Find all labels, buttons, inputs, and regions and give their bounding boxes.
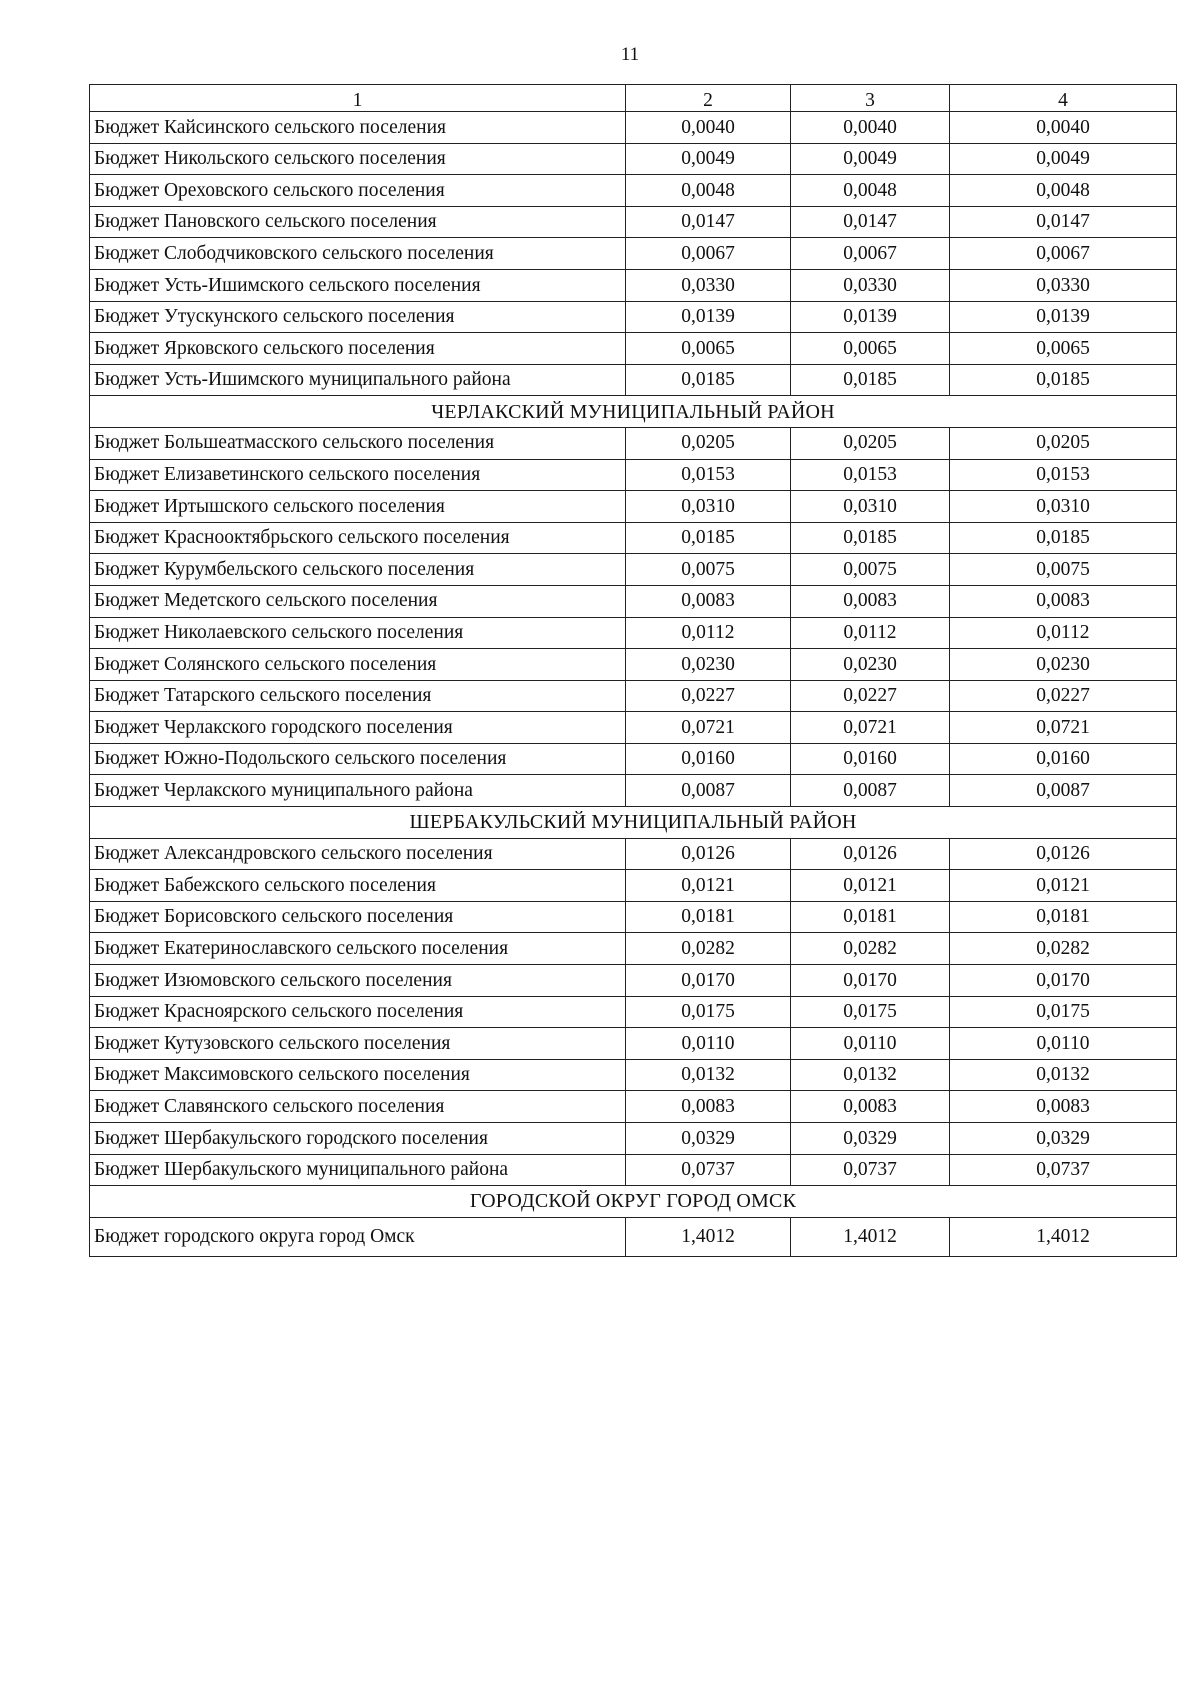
budget-name-cell: Бюджет Никольского сельского поселения xyxy=(90,143,626,175)
value-cell-col4: 0,0181 xyxy=(950,901,1177,933)
value-cell-col4: 0,0160 xyxy=(950,743,1177,775)
value-cell-col3: 0,0065 xyxy=(791,333,950,365)
table-row xyxy=(90,554,1177,586)
value-cell-col4: 0,0110 xyxy=(950,1028,1177,1060)
value-cell-col3: 0,0040 xyxy=(791,112,950,144)
budget-name-cell: Бюджет Шербакульского муниципального района xyxy=(90,1154,626,1186)
table-row xyxy=(90,112,1177,144)
value-cell-col2: 0,0230 xyxy=(626,649,791,681)
value-cell-col4: 0,0329 xyxy=(950,1123,1177,1155)
budget-name-cell: Бюджет городского округа город Омск xyxy=(90,1217,626,1256)
value-cell-col4: 0,0065 xyxy=(950,333,1177,365)
budget-name-cell: Бюджет Ярковского сельского поселения xyxy=(90,333,626,365)
column-header-4: 4 xyxy=(950,85,1177,112)
budget-name-cell: Бюджет Александровского сельского поселения xyxy=(90,838,626,870)
value-cell-col3: 0,0112 xyxy=(791,617,950,649)
budget-name-cell: Бюджет Ореховского сельского поселения xyxy=(90,175,626,207)
value-cell-col3: 0,0230 xyxy=(791,649,950,681)
budget-name-cell: Бюджет Максимовского сельского поселения xyxy=(90,1059,626,1091)
table-row xyxy=(90,680,1177,712)
table-row xyxy=(90,364,1177,396)
section-header-row xyxy=(90,396,1177,428)
budget-name-cell: Бюджет Кайсинского сельского поселения xyxy=(90,112,626,144)
value-cell-col2: 0,0185 xyxy=(626,522,791,554)
value-cell-col2: 0,0040 xyxy=(626,112,791,144)
value-cell-col2: 0,0160 xyxy=(626,743,791,775)
value-cell-col2: 0,0147 xyxy=(626,206,791,238)
table-row xyxy=(90,238,1177,270)
value-cell-col2: 0,0310 xyxy=(626,491,791,523)
page-number: 11 xyxy=(620,44,640,65)
table-row xyxy=(90,1059,1177,1091)
table-row xyxy=(90,459,1177,491)
value-cell-col2: 0,0737 xyxy=(626,1154,791,1186)
section-title: ГОРОДСКОЙ ОКРУГ ГОРОД ОМСК xyxy=(90,1186,1177,1218)
value-cell-col4: 0,0227 xyxy=(950,680,1177,712)
value-cell-col4: 0,0040 xyxy=(950,112,1177,144)
table-row xyxy=(90,870,1177,902)
column-header-3: 3 xyxy=(791,85,950,112)
value-cell-col3: 0,0181 xyxy=(791,901,950,933)
budget-name-cell: Бюджет Изюмовского сельского поселения xyxy=(90,965,626,997)
budget-share-table xyxy=(89,84,1177,1257)
budget-name-cell: Бюджет Шербакульского городского поселения xyxy=(90,1123,626,1155)
value-cell-col4: 0,0185 xyxy=(950,364,1177,396)
budget-name-cell: Бюджет Борисовского сельского поселения xyxy=(90,901,626,933)
value-cell-col2: 0,0185 xyxy=(626,364,791,396)
value-cell-col2: 0,0330 xyxy=(626,269,791,301)
table-row xyxy=(90,743,1177,775)
value-cell-col3: 0,0067 xyxy=(791,238,950,270)
budget-name-cell: Бюджет Курумбельского сельского поселения xyxy=(90,554,626,586)
table-row xyxy=(90,617,1177,649)
table-row xyxy=(90,901,1177,933)
table-row xyxy=(90,427,1177,459)
section-title: ЧЕРЛАКСКИЙ МУНИЦИПАЛЬНЫЙ РАЙОН xyxy=(90,396,1177,428)
table-row xyxy=(90,1154,1177,1186)
budget-name-cell: Бюджет Кутузовского сельского поселения xyxy=(90,1028,626,1060)
value-cell-col3: 0,0175 xyxy=(791,996,950,1028)
table-row xyxy=(90,649,1177,681)
value-cell-col2: 0,0227 xyxy=(626,680,791,712)
value-cell-col3: 0,0310 xyxy=(791,491,950,523)
value-cell-col3: 0,0139 xyxy=(791,301,950,333)
value-cell-col4: 0,0153 xyxy=(950,459,1177,491)
table-row xyxy=(90,1217,1177,1256)
table-row xyxy=(90,965,1177,997)
value-cell-col3: 0,0087 xyxy=(791,775,950,807)
value-cell-col2: 0,0121 xyxy=(626,870,791,902)
value-cell-col3: 0,0205 xyxy=(791,427,950,459)
value-cell-col4: 0,0049 xyxy=(950,143,1177,175)
value-cell-col2: 0,0282 xyxy=(626,933,791,965)
budget-name-cell: Бюджет Солянского сельского поселения xyxy=(90,649,626,681)
value-cell-col3: 0,0083 xyxy=(791,1091,950,1123)
table-row xyxy=(90,301,1177,333)
value-cell-col2: 0,0087 xyxy=(626,775,791,807)
value-cell-col3: 0,0132 xyxy=(791,1059,950,1091)
value-cell-col4: 0,0147 xyxy=(950,206,1177,238)
value-cell-col4: 0,0175 xyxy=(950,996,1177,1028)
value-cell-col4: 0,0310 xyxy=(950,491,1177,523)
value-cell-col3: 0,0126 xyxy=(791,838,950,870)
column-header-2: 2 xyxy=(626,85,791,112)
value-cell-col2: 0,0132 xyxy=(626,1059,791,1091)
value-cell-col4: 0,0205 xyxy=(950,427,1177,459)
value-cell-col3: 0,0160 xyxy=(791,743,950,775)
budget-name-cell: Бюджет Екатеринославского сельского поселения xyxy=(90,933,626,965)
value-cell-col4: 0,0087 xyxy=(950,775,1177,807)
value-cell-col2: 0,0721 xyxy=(626,712,791,744)
section-title: ШЕРБАКУЛЬСКИЙ МУНИЦИПАЛЬНЫЙ РАЙОН xyxy=(90,807,1177,839)
table-row xyxy=(90,933,1177,965)
value-cell-col4: 1,4012 xyxy=(950,1217,1177,1256)
value-cell-col2: 0,0126 xyxy=(626,838,791,870)
value-cell-col4: 0,0048 xyxy=(950,175,1177,207)
value-cell-col4: 0,0139 xyxy=(950,301,1177,333)
value-cell-col2: 0,0083 xyxy=(626,585,791,617)
value-cell-col4: 0,0067 xyxy=(950,238,1177,270)
table-row xyxy=(90,175,1177,207)
budget-name-cell: Бюджет Пановского сельского поселения xyxy=(90,206,626,238)
value-cell-col2: 0,0110 xyxy=(626,1028,791,1060)
value-cell-col2: 0,0048 xyxy=(626,175,791,207)
value-cell-col3: 0,0737 xyxy=(791,1154,950,1186)
table-row xyxy=(90,333,1177,365)
value-cell-col4: 0,0083 xyxy=(950,585,1177,617)
section-header-row xyxy=(90,807,1177,839)
value-cell-col3: 0,0185 xyxy=(791,364,950,396)
column-header-1: 1 xyxy=(90,85,626,112)
section-header-row xyxy=(90,1186,1177,1218)
value-cell-col2: 1,4012 xyxy=(626,1217,791,1256)
budget-name-cell: Бюджет Медетского сельского поселения xyxy=(90,585,626,617)
table-row xyxy=(90,522,1177,554)
budget-name-cell: Бюджет Южно-Подольского сельского поселения xyxy=(90,743,626,775)
budget-name-cell: Бюджет Усть-Ишимского сельского поселения xyxy=(90,269,626,301)
value-cell-col4: 0,0121 xyxy=(950,870,1177,902)
value-cell-col3: 0,0121 xyxy=(791,870,950,902)
budget-name-cell: Бюджет Елизаветинского сельского поселения xyxy=(90,459,626,491)
table-row xyxy=(90,1123,1177,1155)
column-number-row xyxy=(90,85,1177,112)
value-cell-col2: 0,0205 xyxy=(626,427,791,459)
value-cell-col2: 0,0067 xyxy=(626,238,791,270)
table-row xyxy=(90,1091,1177,1123)
value-cell-col2: 0,0175 xyxy=(626,996,791,1028)
value-cell-col3: 0,0170 xyxy=(791,965,950,997)
value-cell-col2: 0,0153 xyxy=(626,459,791,491)
table-row xyxy=(90,585,1177,617)
value-cell-col2: 0,0329 xyxy=(626,1123,791,1155)
table-row xyxy=(90,1028,1177,1060)
value-cell-col4: 0,0075 xyxy=(950,554,1177,586)
table-row xyxy=(90,491,1177,523)
value-cell-col4: 0,0721 xyxy=(950,712,1177,744)
budget-name-cell: Бюджет Славянского сельского поселения xyxy=(90,1091,626,1123)
value-cell-col4: 0,0330 xyxy=(950,269,1177,301)
value-cell-col2: 0,0065 xyxy=(626,333,791,365)
value-cell-col3: 0,0330 xyxy=(791,269,950,301)
value-cell-col3: 0,0282 xyxy=(791,933,950,965)
value-cell-col4: 0,0170 xyxy=(950,965,1177,997)
table-row xyxy=(90,206,1177,238)
value-cell-col4: 0,0282 xyxy=(950,933,1177,965)
table-row xyxy=(90,838,1177,870)
value-cell-col2: 0,0075 xyxy=(626,554,791,586)
budget-name-cell: Бюджет Утускунского сельского поселения xyxy=(90,301,626,333)
value-cell-col4: 0,0132 xyxy=(950,1059,1177,1091)
value-cell-col2: 0,0139 xyxy=(626,301,791,333)
table-body xyxy=(90,85,1177,1257)
value-cell-col2: 0,0112 xyxy=(626,617,791,649)
value-cell-col3: 0,0110 xyxy=(791,1028,950,1060)
budget-name-cell: Бюджет Черлакского муниципального района xyxy=(90,775,626,807)
budget-name-cell: Бюджет Краснооктябрьского сельского поселения xyxy=(90,522,626,554)
table-row xyxy=(90,269,1177,301)
value-cell-col3: 0,0147 xyxy=(791,206,950,238)
value-cell-col2: 0,0083 xyxy=(626,1091,791,1123)
value-cell-col3: 0,0329 xyxy=(791,1123,950,1155)
budget-name-cell: Бюджет Усть-Ишимского муниципального района xyxy=(90,364,626,396)
budget-name-cell: Бюджет Черлакского городского поселения xyxy=(90,712,626,744)
value-cell-col4: 0,0185 xyxy=(950,522,1177,554)
budget-name-cell: Бюджет Николаевского сельского поселения xyxy=(90,617,626,649)
value-cell-col3: 0,0083 xyxy=(791,585,950,617)
value-cell-col3: 0,0185 xyxy=(791,522,950,554)
value-cell-col2: 0,0170 xyxy=(626,965,791,997)
value-cell-col3: 0,0227 xyxy=(791,680,950,712)
value-cell-col4: 0,0230 xyxy=(950,649,1177,681)
value-cell-col2: 0,0181 xyxy=(626,901,791,933)
table-row xyxy=(90,775,1177,807)
table-row xyxy=(90,143,1177,175)
value-cell-col2: 0,0049 xyxy=(626,143,791,175)
value-cell-col3: 0,0075 xyxy=(791,554,950,586)
table-row xyxy=(90,712,1177,744)
value-cell-col4: 0,0126 xyxy=(950,838,1177,870)
value-cell-col3: 1,4012 xyxy=(791,1217,950,1256)
budget-name-cell: Бюджет Татарского сельского поселения xyxy=(90,680,626,712)
budget-name-cell: Бюджет Красноярского сельского поселения xyxy=(90,996,626,1028)
value-cell-col3: 0,0721 xyxy=(791,712,950,744)
value-cell-col3: 0,0153 xyxy=(791,459,950,491)
budget-name-cell: Бюджет Слободчиковского сельского поселения xyxy=(90,238,626,270)
budget-name-cell: Бюджет Иртышского сельского поселения xyxy=(90,491,626,523)
budget-name-cell: Бюджет Большеатмасского сельского поселения xyxy=(90,427,626,459)
value-cell-col3: 0,0048 xyxy=(791,175,950,207)
value-cell-col4: 0,0737 xyxy=(950,1154,1177,1186)
value-cell-col4: 0,0083 xyxy=(950,1091,1177,1123)
value-cell-col4: 0,0112 xyxy=(950,617,1177,649)
table-row xyxy=(90,996,1177,1028)
value-cell-col3: 0,0049 xyxy=(791,143,950,175)
budget-name-cell: Бюджет Бабежского сельского поселения xyxy=(90,870,626,902)
